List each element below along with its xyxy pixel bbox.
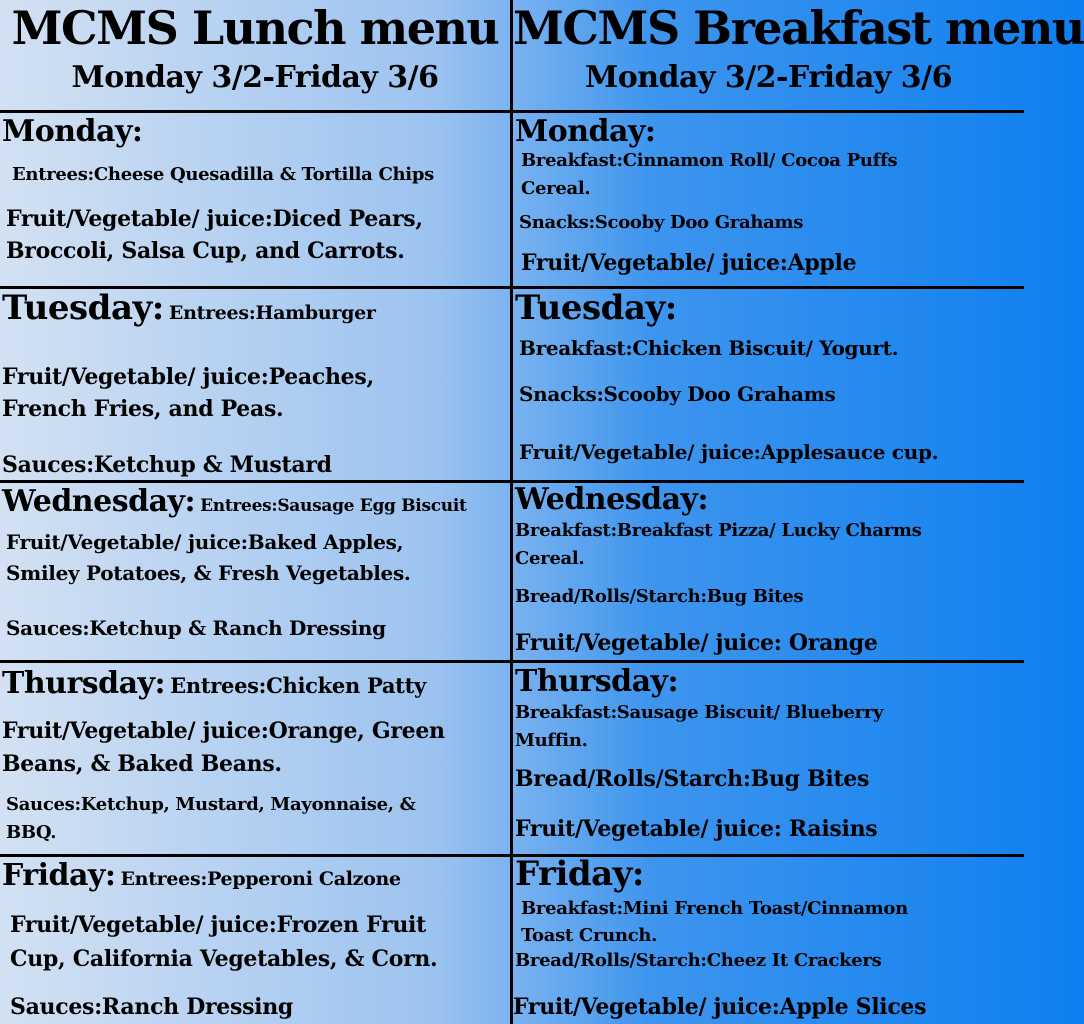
breakfast-wednesday-breakfast-line1: Breakfast:Breakfast Pizza/ Lucky Charms [515, 520, 922, 541]
lunch-wednesday-entrees: Entrees:Sausage Egg Biscuit [200, 496, 467, 516]
lunch-tuesday-fruit-line1: Fruit/Vegetable/ juice:Peaches, [2, 364, 374, 390]
breakfast-friday-bread: Bread/Rolls/Starch:Cheez It Crackers [515, 950, 882, 971]
breakfast-tuesday-section [513, 289, 1024, 480]
lunch-menu-dates: Monday 3/2-Friday 3/6 [71, 60, 439, 95]
breakfast-friday-day: Friday: [515, 854, 644, 894]
lunch-friday-sauces: Sauces:Ranch Dressing [10, 994, 293, 1020]
breakfast-menu-dates: Monday 3/2-Friday 3/6 [585, 60, 952, 95]
breakfast-friday-section [513, 854, 1024, 1024]
breakfast-wednesday-day: Wednesday: [515, 482, 709, 517]
breakfast-monday-breakfast-line1: Breakfast:Cinnamon Roll/ Cocoa Puffs [521, 150, 898, 171]
breakfast-thursday-section [513, 663, 1024, 854]
breakfast-monday-day: Monday: [515, 114, 656, 149]
breakfast-monday-snacks: Snacks:Scooby Doo Grahams [519, 212, 804, 233]
breakfast-friday-fruit: Fruit/Vegetable/ juice:Apple Slices [513, 994, 927, 1020]
lunch-wednesday-sauces: Sauces:Ketchup & Ranch Dressing [6, 616, 386, 640]
breakfast-thursday-breakfast-line1: Breakfast:Sausage Biscuit/ Blueberry [515, 702, 884, 723]
lunch-friday-entrees: Entrees:Pepperoni Calzone [120, 868, 401, 890]
breakfast-tuesday-snacks: Snacks:Scooby Doo Grahams [519, 382, 836, 406]
breakfast-monday-breakfast-line2: Cereal. [521, 178, 591, 199]
breakfast-thursday-fruit: Fruit/Vegetable/ juice: Raisins [515, 816, 878, 842]
breakfast-friday-breakfast-line1: Breakfast:Mini French Toast/Cinnamon [521, 898, 908, 919]
lunch-thursday-fruit-line2: Beans, & Baked Beans. [2, 751, 282, 777]
lunch-thursday-section [0, 663, 510, 854]
breakfast-monday-fruit: Fruit/Vegetable/ juice:Apple [521, 250, 857, 276]
lunch-thursday-fruit-line1: Fruit/Vegetable/ juice:Orange, Green [2, 718, 445, 744]
lunch-thursday-sauces-line1: Sauces:Ketchup, Mustard, Mayonnaise, & [6, 794, 416, 815]
lunch-wednesday-section [0, 483, 510, 660]
breakfast-wednesday-section [513, 483, 1024, 660]
lunch-tuesday-day: Tuesday: [2, 288, 164, 328]
lunch-thursday-day: Thursday: [2, 666, 166, 701]
lunch-monday-entrees: Entrees:Cheese Quesadilla & Tortilla Chips [12, 164, 434, 185]
lunch-tuesday-section [0, 289, 510, 480]
breakfast-thursday-bread: Bread/Rolls/Starch:Bug Bites [515, 766, 870, 792]
lunch-thursday-entrees: Entrees:Chicken Patty [170, 673, 426, 698]
lunch-wednesday-fruit-line2: Smiley Potatoes, & Fresh Vegetables. [6, 561, 411, 585]
breakfast-tuesday-fruit: Fruit/Vegetable/ juice:Applesauce cup. [519, 440, 939, 464]
lunch-friday-fruit-line2: Cup, California Vegetables, & Corn. [10, 946, 438, 972]
breakfast-wednesday-bread: Bread/Rolls/Starch:Bug Bites [515, 586, 804, 607]
lunch-thursday-sauces-line2: BBQ. [6, 822, 57, 843]
lunch-monday-fruit-line1: Fruit/Vegetable/ juice:Diced Pears, [6, 206, 423, 232]
breakfast-thursday-day: Thursday: [515, 664, 679, 699]
breakfast-wednesday-fruit: Fruit/Vegetable/ juice: Orange [515, 630, 878, 656]
lunch-wednesday-day: Wednesday: [2, 484, 196, 519]
breakfast-friday-breakfast-line2: Toast Crunch. [521, 925, 658, 946]
breakfast-monday-section [513, 113, 1024, 286]
lunch-menu-title: MCMS Lunch menu [11, 1, 499, 55]
lunch-monday-section [0, 113, 510, 286]
lunch-friday-fruit-line1: Fruit/Vegetable/ juice:Frozen Fruit [10, 912, 426, 938]
breakfast-tuesday-day: Tuesday: [515, 288, 677, 328]
breakfast-thursday-breakfast-line2: Muffin. [515, 730, 588, 751]
lunch-monday-fruit-line2: Broccoli, Salsa Cup, and Carrots. [6, 238, 405, 264]
lunch-friday-section [0, 857, 510, 1024]
lunch-monday-day: Monday: [2, 114, 143, 149]
lunch-tuesday-fruit-line2: French Fries, and Peas. [2, 396, 284, 422]
breakfast-menu-title: MCMS Breakfast menu [513, 1, 1084, 55]
lunch-wednesday-fruit-line1: Fruit/Vegetable/ juice:Baked Apples, [6, 530, 404, 554]
lunch-friday-day: Friday: [2, 858, 116, 893]
breakfast-wednesday-breakfast-line2: Cereal. [515, 548, 585, 569]
breakfast-tuesday-breakfast: Breakfast:Chicken Biscuit/ Yogurt. [519, 336, 899, 360]
lunch-tuesday-entrees: Entrees:Hamburger [168, 302, 376, 324]
lunch-tuesday-sauces: Sauces:Ketchup & Mustard [2, 452, 332, 478]
